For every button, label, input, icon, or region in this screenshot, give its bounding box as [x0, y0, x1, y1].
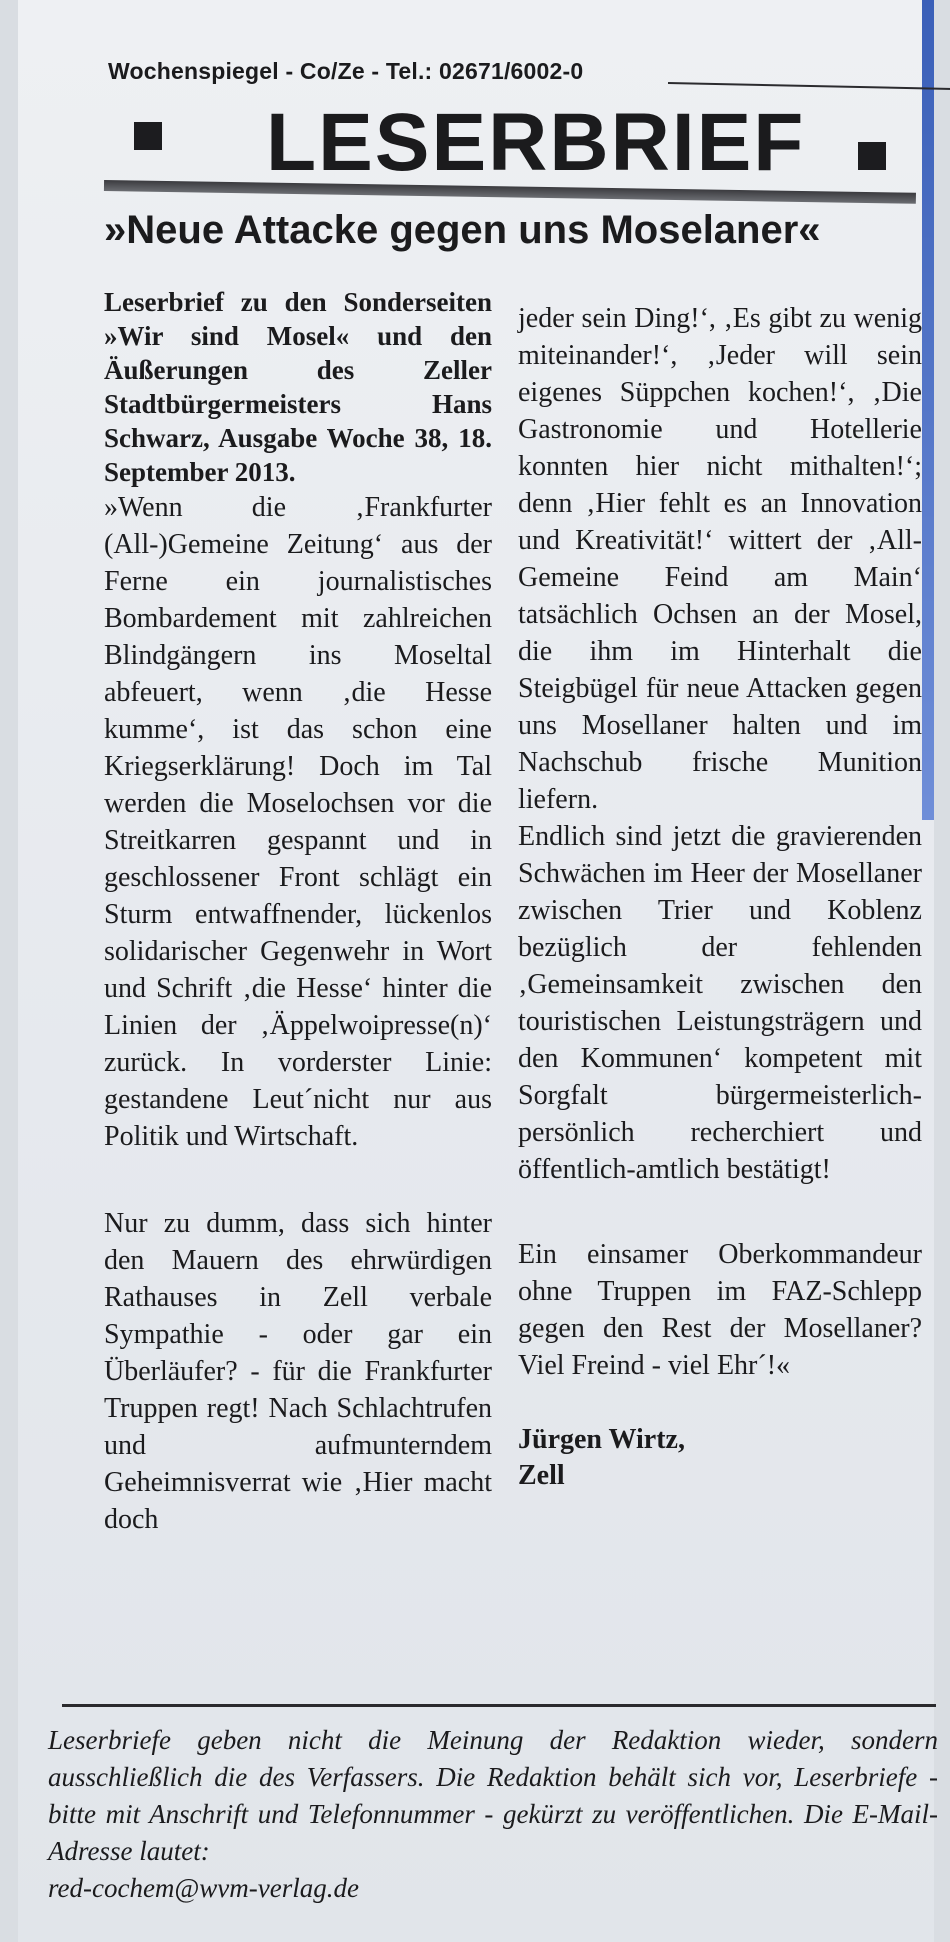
article-paragraph-2: Nur zu dumm, dass sich hinter den Mauern des ehrwürdigen Rathauses in Zell verbale Sympathie - oder gar ein Überläufer? - für die Frankfurter Truppen regt! Nach Schlachtrufen und aufmunterndem Geheimnisverrat wie ‚Hier macht doch	[104, 1208, 492, 1535]
article-intro: Leserbrief zu den Sonderseiten »Wir sind Mosel« und den Äußerungen des Zeller Stadtbürgermeisters Hans Schwarz, Ausgabe Woche 38, 18. September 2013.	[104, 287, 492, 487]
adjacent-page-edge	[922, 0, 934, 820]
editorial-disclaimer	[48, 1722, 938, 1907]
article-paragraph-5: Ein einsamer Oberkommandeur ohne Truppen im FAZ-Schlepp gegen den Rest der Mosellaner? Viel Freind - viel Ehr´!«	[518, 1239, 922, 1381]
masthead-square-left	[134, 122, 162, 150]
author-name: Jürgen Wirtz,	[518, 1424, 685, 1455]
article-column-right	[518, 300, 922, 1494]
article-paragraph-3: jeder sein Ding!‘, ‚Es gibt zu wenig miteinander!‘, ‚Jeder will sein eigenes Süppchen kochen!‘, ‚Die Gastronomie und Hotellerie konnten hier nicht mithalten!‘; denn ‚Hier fehlt es an Innovation und Kreativität!‘ wittert der ‚All-Gemeine Feind am Main‘ tatsächlich Ochsen an der Mosel, die ihm im Hinterhalt die Steigbügel für neue Attacken gegen uns Mosellaner halten und im Nachschub frische Munition liefern.	[518, 303, 922, 815]
article-column-left	[104, 285, 492, 1538]
header-rule	[668, 82, 950, 90]
disclaimer-text: Leserbriefe geben nicht die Meinung der Redaktion wieder, sondern ausschließlich die des Verfassers. Die Redaktion behält sich vor, Leserbriefe - bitte mit Anschrift und Telefonnummer - gekürzt zu veröffentlichen. Die E-Mail-Adresse lautet:	[48, 1725, 938, 1866]
masthead-square-right	[858, 142, 886, 170]
contact-email: red-cochem@wvm-verlag.de	[48, 1873, 359, 1903]
publication-line: Wochenspiegel - Co/Ze - Tel.: 02671/6002-0	[108, 58, 584, 84]
newspaper-clipping	[18, 0, 938, 1942]
article-paragraph-1: »Wenn die ‚Frankfurter (All-)Gemeine Zeitung‘ aus der Ferne ein journalistisches Bombardement mit zahlreichen Blindgängern ins Moseltal abfeuert, wenn ‚die Hesse kumme‘, ist das schon eine Kriegserklärung! Doch im Tal werden die Moselochsen vor die Streitkarren gespannt und in geschlossener Front schlägt ein Sturm entwaffnender, lückenlos solidarischer Gegenwehr in Wort und Schrift ‚die Hesse‘ hinter die Linien der ‚Äppelwoipresse(n)‘ zurück. In vorderster Linie: gestandene Leut´nicht nur aus Politik und Wirtschaft.	[104, 492, 492, 1152]
masthead-title: LESERBRIEF	[266, 97, 806, 188]
author-place: Zell	[518, 1460, 565, 1491]
author-signature	[518, 1422, 922, 1494]
article-paragraph-4: Endlich sind jetzt die gravierenden Schwächen im Heer der Mosellaner zwischen Trier und Koblenz bezüglich der fehlenden ‚Gemeinsamkeit zwischen den touristischen Leistungsträgern und den Kommunen‘ kompetent mit Sorgfalt bürgermeisterlich-persönlich recherchiert und öffentlich-amtlich bestätigt!	[518, 821, 922, 1185]
footer-rule	[62, 1704, 936, 1707]
article-headline: »Neue Attacke gegen uns Moselaner«	[104, 208, 821, 252]
